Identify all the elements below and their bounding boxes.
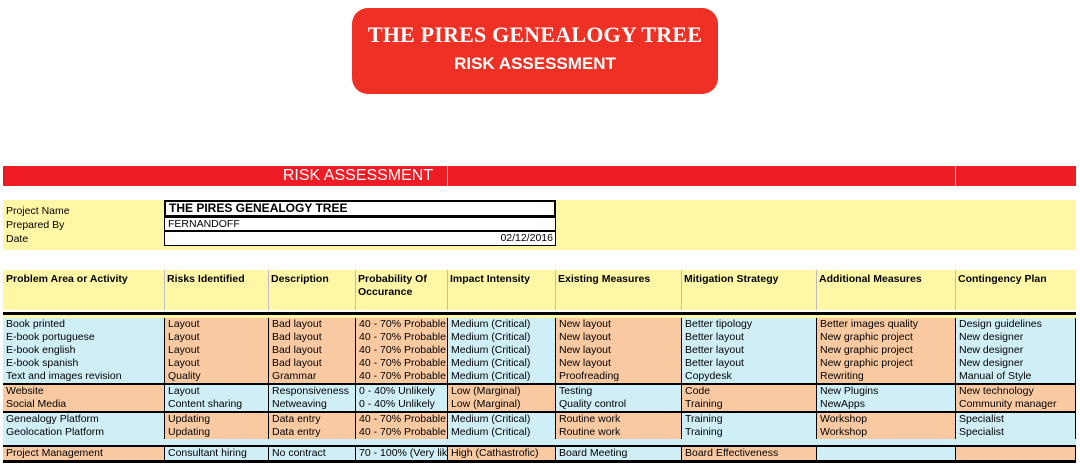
cell-mitigation: Better layout [681,344,816,357]
date-value[interactable]: 02/12/2016 [164,231,556,246]
cell-risk: Layout [164,357,268,370]
project-name-label: Project Name [6,205,70,217]
cell-mitigation: Training [681,413,816,426]
cell-mitigation: Copydesk [681,370,816,383]
cell-problem-area: E-book portuguese [3,331,164,344]
cell-impact: Medium (Critical) [447,331,555,344]
section-bar-label: RISK ASSESSMENT [282,167,434,184]
cell-risk: Layout [164,331,268,344]
cell-impact: Medium (Critical) [447,426,555,439]
header-contingency-plan: Contingency Plan [958,273,1047,285]
banner-title: THE PIRES GENEALOGY TREE [367,22,703,47]
table-row [3,385,1076,398]
cell-probability: 40 - 70% Probable [355,331,447,344]
cell-mitigation: Code [681,385,816,398]
cell-impact: Medium (Critical) [447,318,555,331]
cell-additional: NewApps [816,398,955,411]
cell-probability: 40 - 70% Probable [355,426,447,439]
header-mitigation-strategy: Mitigation Strategy [684,273,779,285]
cell-description: Bad layout [268,344,355,357]
cell-contingency: Specialist [955,426,1076,439]
cell-description: Bad layout [268,357,355,370]
cell-contingency: Design guidelines [955,318,1076,331]
cell-mitigation: Training [681,398,816,411]
cell-problem-area: Social Media [3,398,164,411]
cell-problem-area: Geolocation Platform [3,426,164,439]
cell-existing: Routine work [555,426,681,439]
cell-probability: 0 - 40% Unlikely [355,385,447,398]
cell-contingency: New designer [955,344,1076,357]
header-existing-measures: Existing Measures [558,273,651,285]
cell-description: Data entry [268,413,355,426]
cell-description: Bad layout [268,331,355,344]
cell-problem-area: Website [3,385,164,398]
cell-probability: 40 - 70% Probable [355,344,447,357]
cell-probability: 0 - 40% Unlikely [355,398,447,411]
table-row [3,426,1076,439]
table-row [3,357,1076,370]
title-banner [352,8,718,94]
table-row [3,447,1076,460]
cell-contingency: New designer [955,331,1076,344]
cell-problem-area: Project Management [3,447,164,460]
cell-mitigation: Better tipology [681,318,816,331]
cell-probability: 40 - 70% Probable [355,318,447,331]
cell-problem-area: E-book spanish [3,357,164,370]
cell-additional: New graphic project [816,357,955,370]
cell-description: Grammar [268,370,355,383]
cell-mitigation: Training [681,426,816,439]
cell-risk: Updating [164,413,268,426]
cell-impact: Medium (Critical) [447,370,555,383]
cell-impact: Medium (Critical) [447,413,555,426]
cell-additional: Better images quality [816,318,955,331]
cell-risk: Layout [164,385,268,398]
cell-risk: Updating [164,426,268,439]
header-probability: Probability Of Occurance [358,273,427,298]
header-row [3,270,1076,310]
cell-probability: 40 - 70% Probable [355,370,447,383]
table-row [3,318,1076,331]
prepared-by-value[interactable]: FERNANDOFF [164,217,556,231]
cell-existing: New layout [555,344,681,357]
cell-description: Responsiveness [268,385,355,398]
table-row [3,344,1076,357]
cell-existing: Quality control [555,398,681,411]
cell-mitigation: Better layout [681,357,816,370]
cell-impact: Medium (Critical) [447,344,555,357]
cell-impact: Low (Marginal) [447,385,555,398]
banner-subtitle: RISK ASSESSMENT [454,54,616,73]
cell-contingency [955,447,1076,460]
cell-existing: Proofreading [555,370,681,383]
cell-contingency: Community manager [955,398,1076,411]
header-additional-measures: Additional Measures [819,273,922,285]
cell-description: No contract [268,447,355,460]
cell-description: Data entry [268,426,355,439]
cell-impact: High (Cathastrofic) [447,447,555,460]
cell-additional: Workshop [816,426,955,439]
cell-probability: 40 - 70% Probable [355,357,447,370]
cell-mitigation: Better layout [681,331,816,344]
cell-risk: Consultant hiring [164,447,268,460]
table-row [3,398,1076,411]
cell-problem-area: Text and images revision [3,370,164,383]
cell-existing: New layout [555,331,681,344]
project-name-value[interactable]: THE PIRES GENEALOGY TREE [164,200,556,217]
cell-impact: Low (Marginal) [447,398,555,411]
date-label: Date [6,233,29,245]
prepared-by-label: Prepared By [6,219,65,231]
table-row [3,413,1076,426]
cell-contingency: New designer [955,357,1076,370]
cell-risk: Quality [164,370,268,383]
table-row [3,331,1076,344]
cell-existing: Board Meeting [555,447,681,460]
header-impact-intensity: Impact Intensity [450,273,530,285]
header-description: Description [271,273,329,285]
cell-additional: Workshop [816,413,955,426]
cell-existing: New layout [555,357,681,370]
cell-existing: Testing [555,385,681,398]
cell-description: Bad layout [268,318,355,331]
cell-additional: New graphic project [816,344,955,357]
cell-existing: New layout [555,318,681,331]
cell-additional: Rewriting [816,370,955,383]
project-info-block [3,200,1076,250]
cell-mitigation: Board Effectiveness [681,447,816,460]
cell-description: Netweaving [268,398,355,411]
cell-problem-area: Genealogy Platform [3,413,164,426]
cell-probability: 40 - 70% Probable [355,413,447,426]
cell-contingency: Manual of Style [955,370,1076,383]
cell-problem-area: E-book english [3,344,164,357]
section-bar [3,166,1076,186]
cell-risk: Layout [164,318,268,331]
cell-probability: 70 - 100% (Very lik [355,447,447,460]
cell-contingency: Specialist [955,413,1076,426]
header-problem-area: Problem Area or Activity [6,273,128,285]
cell-existing: Routine work [555,413,681,426]
cell-risk: Layout [164,344,268,357]
header-risks-identified: Risks Identified [167,273,245,285]
cell-additional: New graphic project [816,331,955,344]
cell-risk: Content sharing [164,398,268,411]
table-row [3,370,1076,383]
cell-problem-area: Book printed [3,318,164,331]
cell-additional: New Plugins [816,385,955,398]
cell-additional [816,447,955,460]
cell-impact: Medium (Critical) [447,357,555,370]
cell-contingency: New technology [955,385,1076,398]
